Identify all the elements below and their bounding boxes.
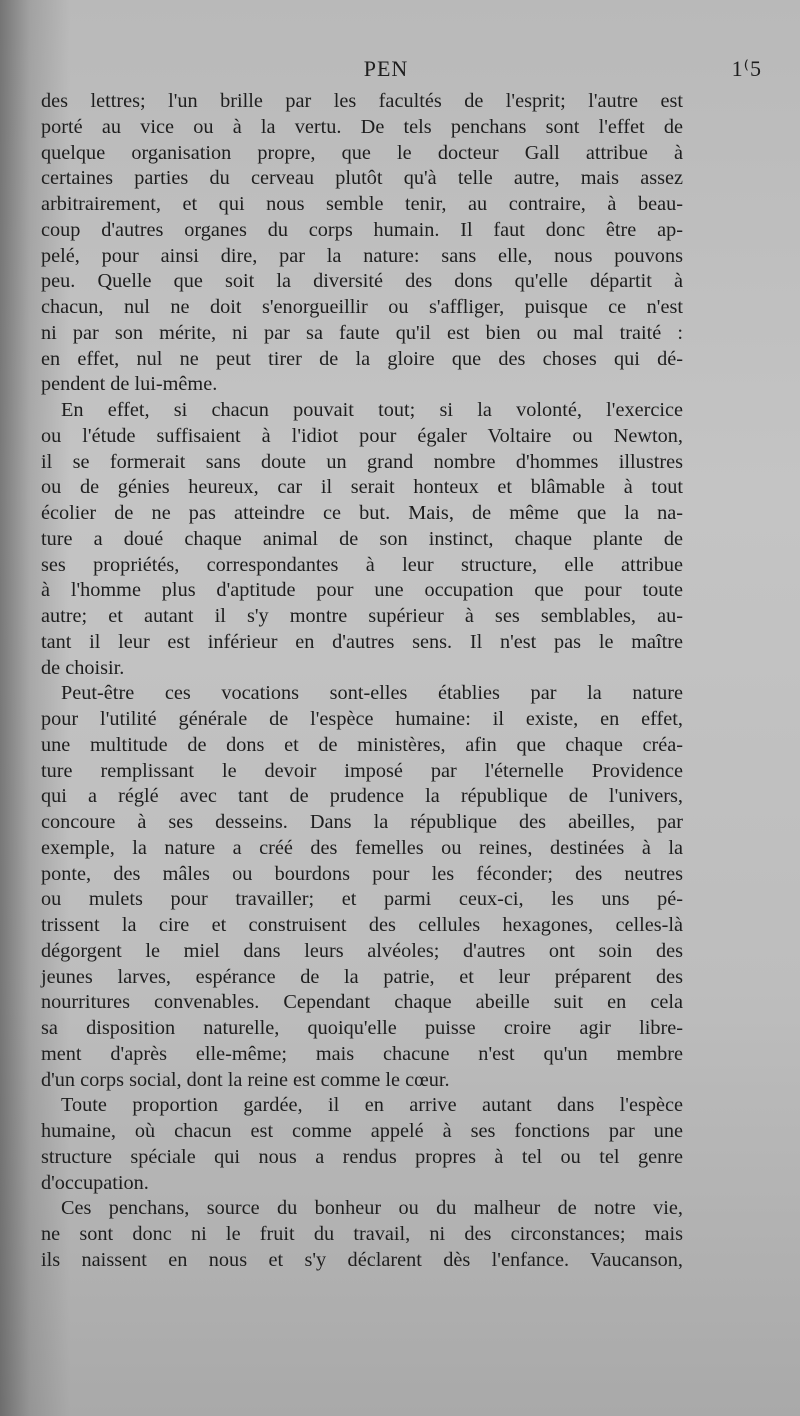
text-line: Toute proportion gardée, il en arrive autant dans l'espèce (61, 1094, 683, 1117)
text-line: tant il leur est inférieur en d'autres sens. Il n'est pas le maître (41, 630, 683, 653)
text-line: pelé, pour ainsi dire, par la nature: sans elle, nous pouvons (41, 244, 683, 267)
text-line: coup d'autres organes du corps humain. Il faut donc être ap- (41, 218, 683, 241)
text-line: une multitude de dons et de ministères, afin que chaque créa- (41, 733, 683, 756)
text-line: chacun, nul ne doit s'enorgueillir ou s'affliger, puisque ce n'est (41, 296, 683, 318)
text-line: d'un corps social, dont la reine est comme le cœur. (41, 1068, 450, 1091)
text-line: certaines parties du cerveau plutôt qu'à telle autre, mais assez (41, 167, 683, 190)
text-line: de choisir. (41, 656, 125, 679)
text-line: ponte, des mâles ou bourdons pour les féconder; des neutres (41, 862, 683, 885)
text-line: des lettres; l'un brille par les facultés de l'esprit; l'autre est (41, 90, 683, 112)
running-head (40, 56, 762, 84)
text-line: dégorgent le miel dans leurs alvéoles; d'autres ont soin des (41, 939, 683, 962)
text-line: à l'homme plus d'aptitude pour une occupation que pour toute (41, 579, 683, 602)
text-line: ou de génies heureux, car il serait honteux et blâmable à tout (41, 476, 683, 499)
text-line: ou mulets pour travailler; et parmi ceux-ci, les uns pé- (41, 888, 683, 911)
page-number: 1⁽5 (731, 56, 762, 81)
text-line: concoure à ses desseins. Dans la république des abeilles, par (41, 811, 683, 833)
text-line: ture remplissant le devoir imposé par l'éternelle Providence (41, 759, 683, 782)
text-line: d'occupation. (41, 1171, 149, 1194)
text-line: écolier de ne pas atteindre ce but. Mais, de même que la na- (41, 502, 683, 524)
text-line: ni par son mérite, ni par sa faute qu'il est bien ou mal traité : (41, 321, 683, 344)
text-line: ne sont donc ni le fruit du travail, ni des circonstances; mais (41, 1223, 683, 1245)
text-line: Peut-être ces vocations sont-elles établies par la nature (61, 682, 683, 705)
text-line: autre; et autant il s'y montre supérieur à ses semblables, au- (41, 605, 683, 627)
body-text (41, 89, 683, 1274)
text-line: pour l'utilité générale de l'espèce humaine: il existe, en effet, (41, 708, 683, 730)
text-line: trissent la cire et construisent des cellules hexagones, celles-là (41, 914, 683, 936)
text-line: pendent de lui-même. (41, 373, 218, 396)
text-line: ment d'après elle-même; mais chacune n'est qu'un membre (41, 1042, 683, 1065)
text-line: nourritures convenables. Cependant chaque abeille suit en cela (41, 991, 683, 1014)
text-line: ou l'étude suffisaient à l'idiot pour égaler Voltaire ou Newton, (41, 424, 683, 447)
text-line: jeunes larves, espérance de la patrie, et leur préparent des (41, 965, 683, 988)
text-line: porté au vice ou à la vertu. De tels penchans sont l'effet de (41, 115, 683, 138)
text-line: peu. Quelle que soit la diversité des dons qu'elle départit à (41, 270, 683, 293)
text-line: en effet, nul ne peut tirer de la gloire que des choses qui dé- (41, 347, 683, 370)
text-line: arbitrairement, et qui nous semble tenir, au contraire, à beau- (41, 193, 683, 215)
text-line: quelque organisation propre, que le docteur Gall attribue à (41, 141, 683, 164)
text-line: humaine, où chacun est comme appelé à ses fonctions par une (41, 1120, 683, 1142)
text-line: structure spéciale qui nous a rendus propres à tel ou tel genre (41, 1145, 683, 1168)
running-title: PEN (363, 56, 409, 81)
text-line: ture a doué chaque animal de son instinct, chaque plante de (41, 527, 683, 550)
text-line: exemple, la nature a créé des femelles ou reines, destinées à la (41, 836, 683, 859)
text-line: ses propriétés, correspondantes à leur structure, elle attribue (41, 553, 683, 576)
text-line: ils naissent en nous et s'y déclarent dès l'enfance. Vaucanson, (41, 1248, 683, 1271)
text-line: sa disposition naturelle, quoiqu'elle puisse croire agir libre- (41, 1017, 683, 1039)
text-line: Ces penchans, source du bonheur ou du malheur de notre vie, (61, 1197, 683, 1220)
text-line: il se formerait sans doute un grand nombre d'hommes illustres (41, 450, 683, 473)
text-line: En effet, si chacun pouvait tout; si la volonté, l'exercice (61, 399, 683, 421)
text-line: qui a réglé avec tant de prudence la république de l'univers, (41, 785, 683, 808)
